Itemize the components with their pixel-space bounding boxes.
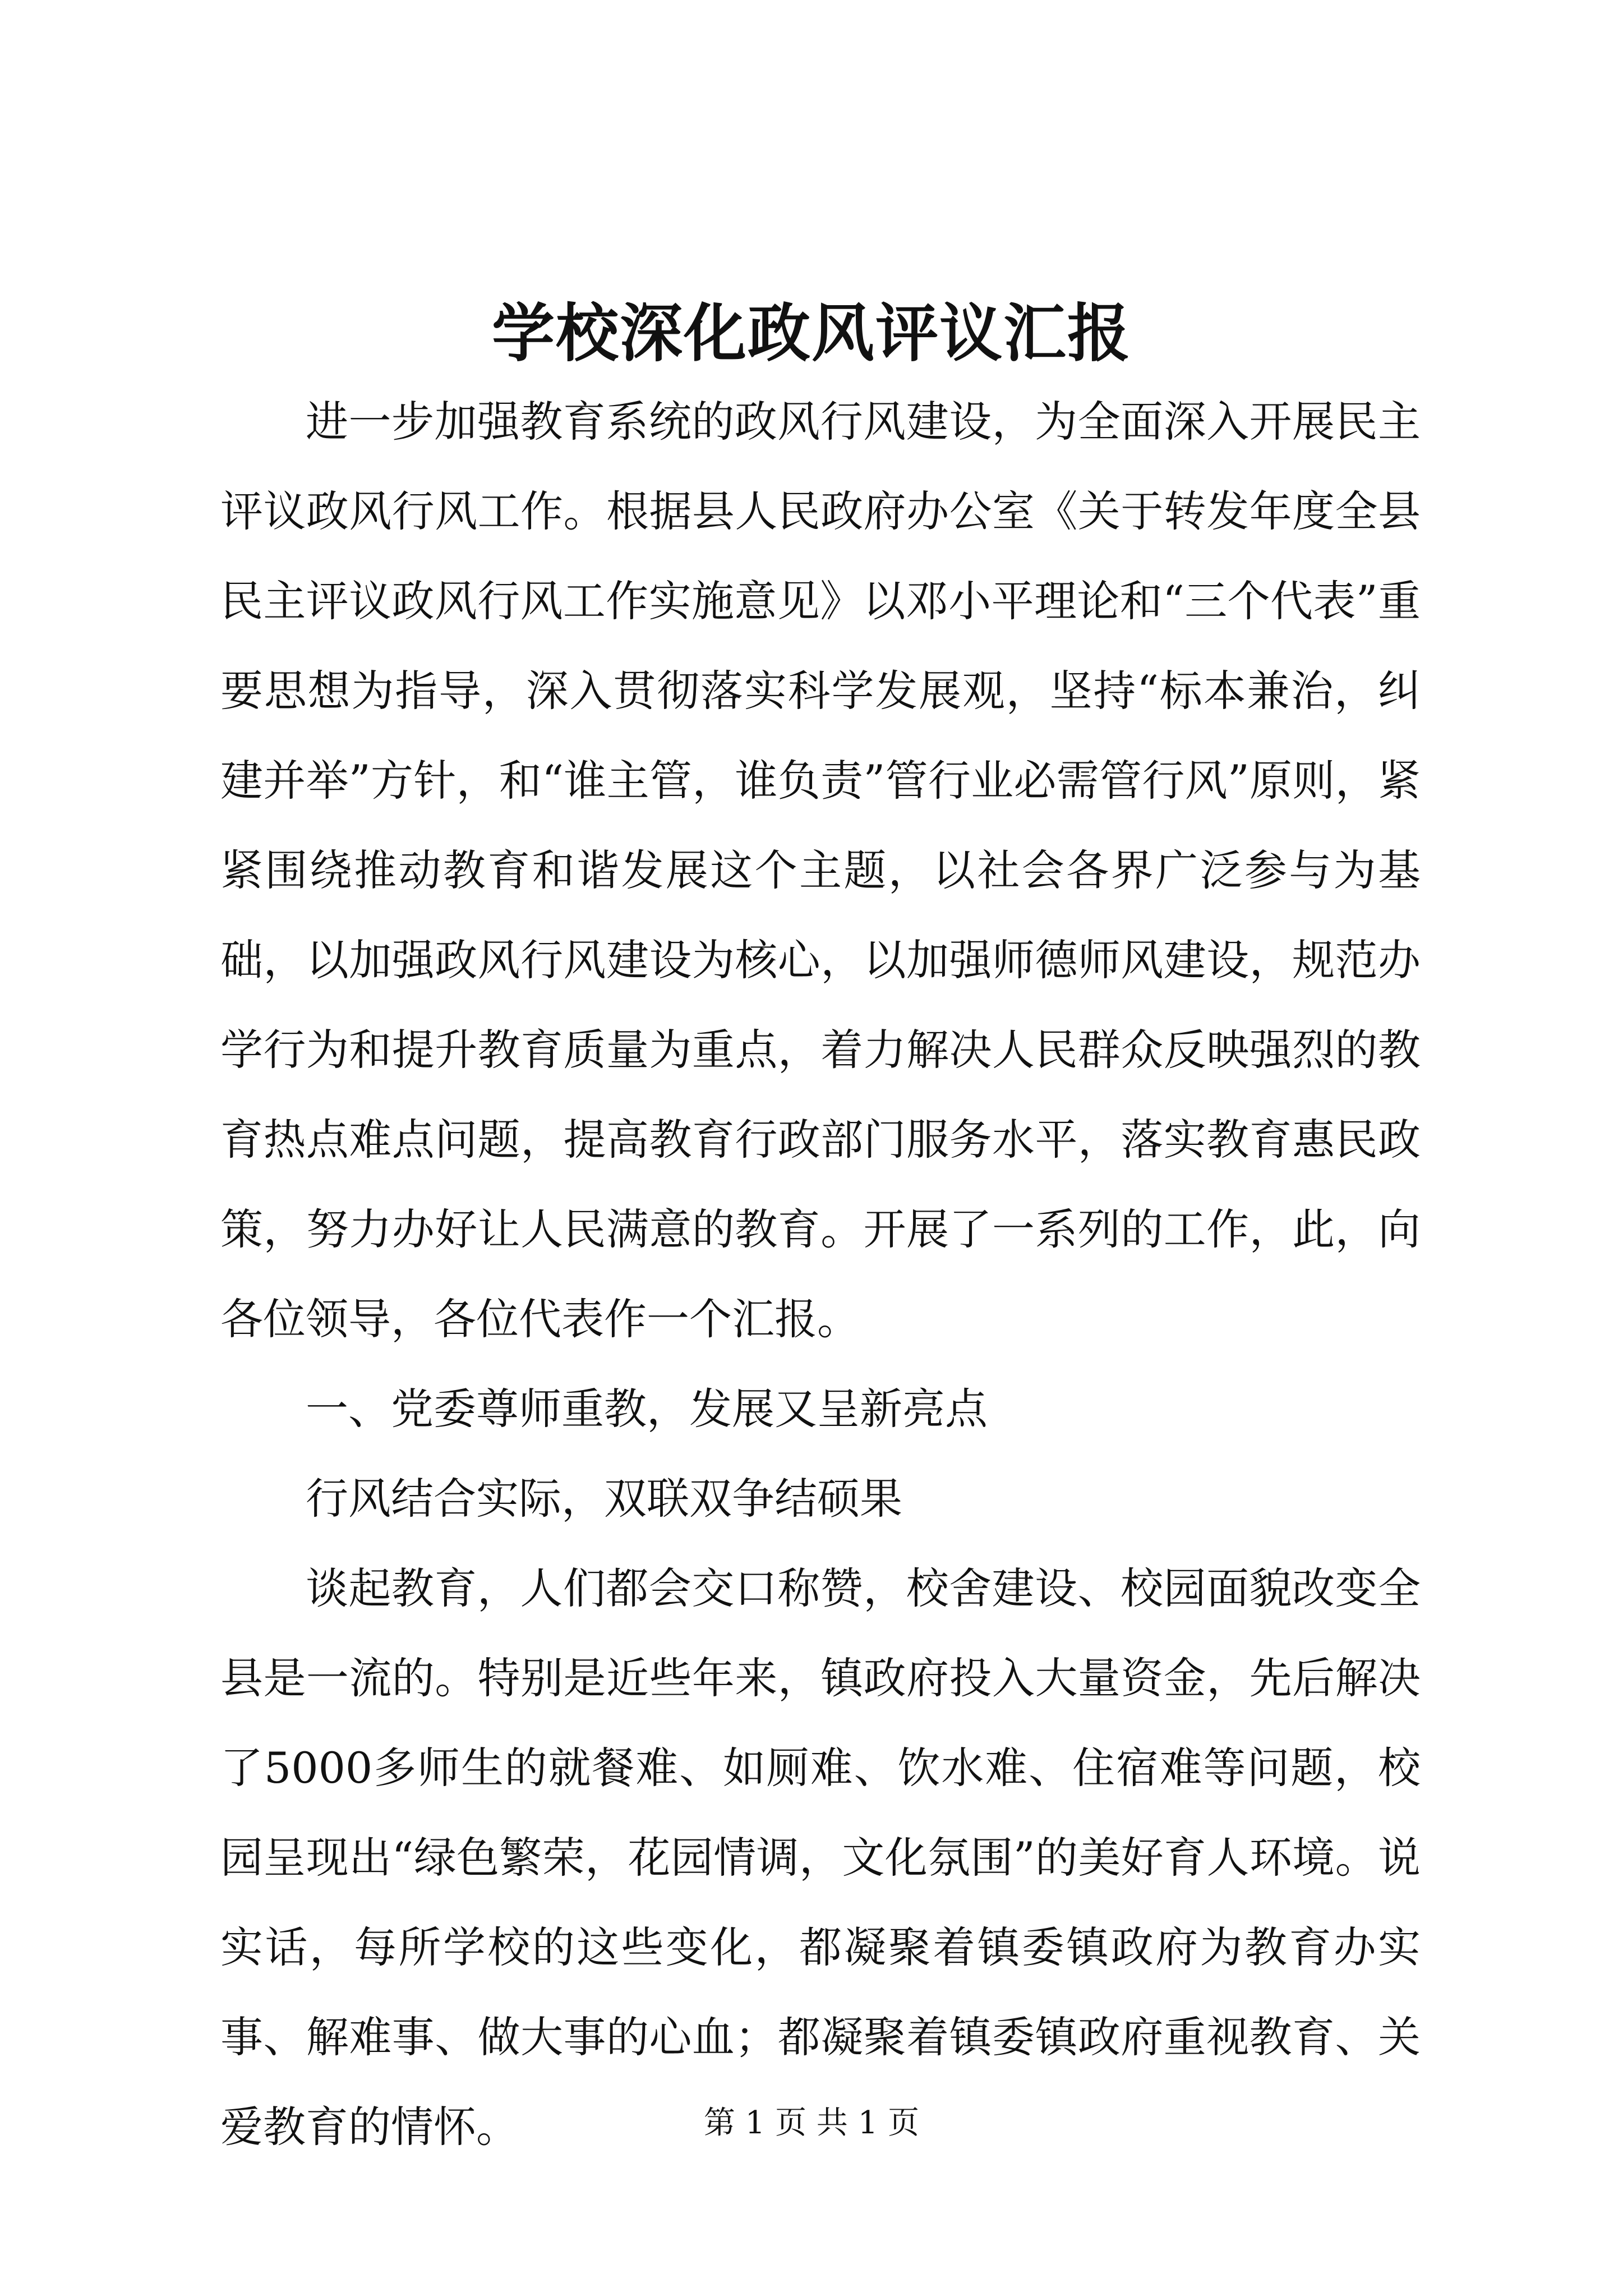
document-title: 学校深化政风评议汇报 <box>492 297 1131 370</box>
paragraph-subheading: 行风结合实际，双联双争结硕果 <box>306 1474 902 1524</box>
paragraph-heading-1: 一、党委尊师重教，发展又呈新亮点 <box>306 1384 988 1434</box>
document-body <box>220 377 1421 2172</box>
paragraph-body: 谈起教育，人们都会交口称赞，校舍建设、校园面貌改变全县是一流的。特别是近些年来，镇政府投入大量资金，先后解决了5000多师生的就餐难、如厕难、饮水难、住宿难等问题，校园呈现出“绿色繁荣，花园情调，文化氛围”的美好育人环境。说实话，每所学校的这些变化，都凝聚着镇委镇政府为教育办实事、解难事、做大事的心血；都凝聚着镇委镇政府重视教育、关爱教育的情怀。 <box>220 1563 1421 2152</box>
page-footer: 第 1 页 共 1 页 <box>703 2105 920 2141</box>
paragraph-intro: 进一步加强教育系统的政风行风建设，为全面深入开展民主评议政风行风工作。根据县人民政府办公室《关于转发年度全县民主评议政风行风工作实施意见》以邓小平理论和“三个代表”重要思想为指导，深入贯彻落实科学发展观，坚持“标本兼治，纠建并举”方针，和“谁主管，谁负责”管行业必需管行风”原则，紧紧围绕推动教育和谐发展这个主题，以社会各界广泛参与为基础，以加强政风行风建设为核心，以加强师德师风建设，规范办学行为和提升教育质量为重点，着力解决人民群众反映强烈的教育热点难点问题，提高教育行政部门服务水平，落实教育惠民政策，努力办好让人民满意的教育。开展了一系列的工作，此，向各位领导，各位代表作一个汇报。 <box>220 397 1421 1344</box>
